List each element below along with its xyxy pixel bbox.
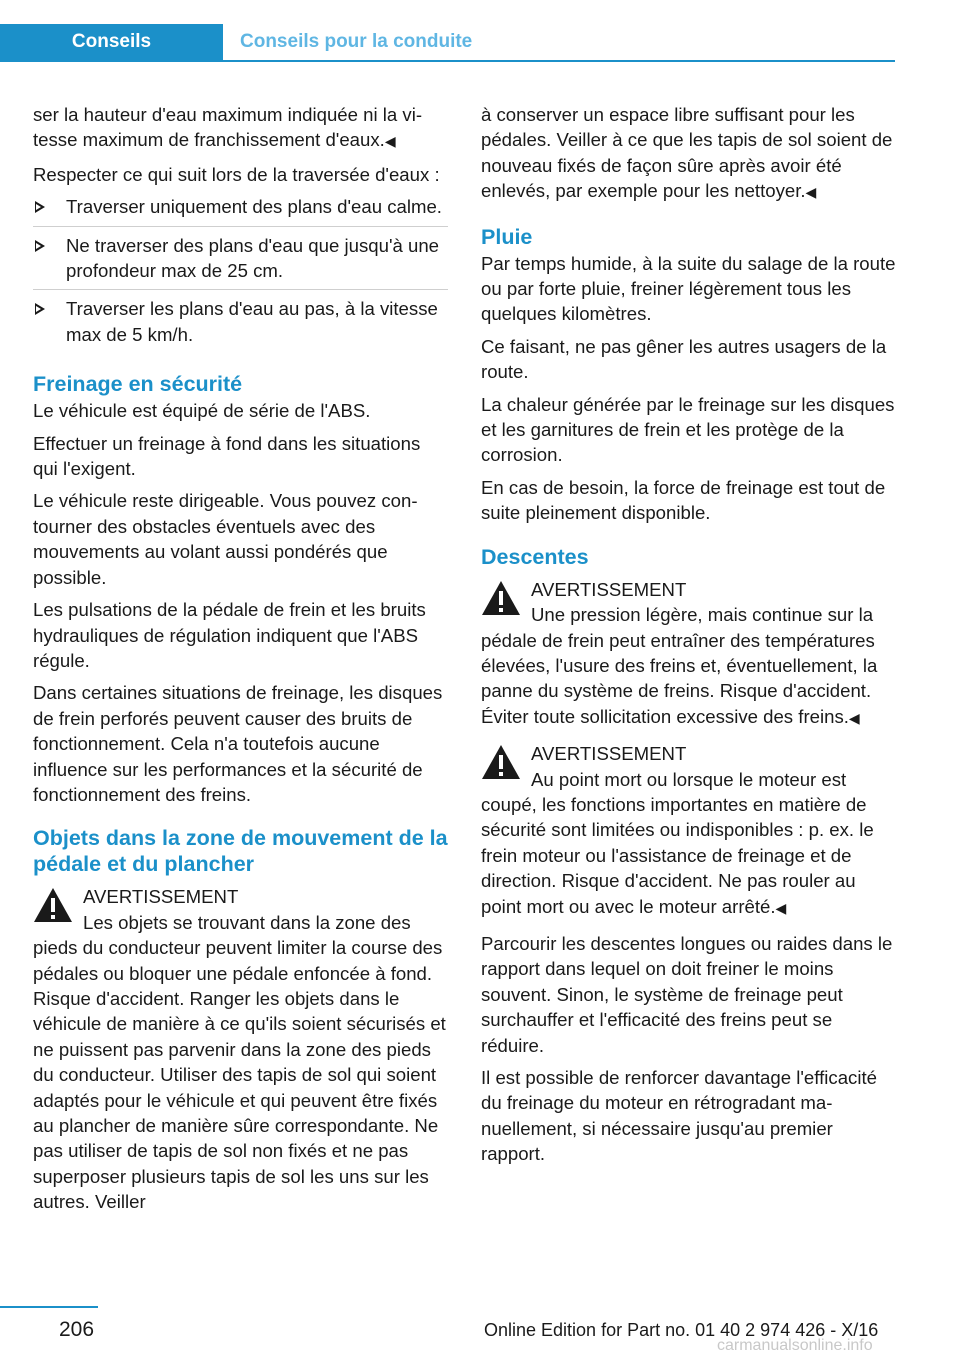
warning-text: Au point mort ou lorsque le moteur est coupé, les fonctions importantes en matière de sécurité sont limitées ou indisponibles : p. ex. le frein moteur ou l'assistance de freinage et de direction. Risque d'accident. Ne pas rouler au point mort ou avec le moteur arrêté. xyxy=(481,768,874,917)
triangle-bullet-icon xyxy=(35,201,45,213)
edition-info: Online Edition for Part no. 01 40 2 974 426 - X/16 xyxy=(484,1320,879,1340)
end-mark: ◀ xyxy=(775,899,787,916)
left-column xyxy=(33,102,448,1225)
tab-conseils[interactable]: Conseils xyxy=(0,24,223,60)
warning-title: AVERTISSEMENT xyxy=(83,886,239,908)
section-heading-descentes: Descentes xyxy=(481,544,589,569)
paragraph: à conserver un espace libre suffisant pour les pédales. Veiller à ce que les tapis de sol soient de nouveau fixés de façon sûre après avoir été enlevés, par exemple pour les nettoyer.◀ xyxy=(481,104,893,202)
triangle-bullet-icon xyxy=(35,240,45,252)
end-mark: ◀ xyxy=(848,709,860,726)
watermark: carmanualsonline.info xyxy=(717,1337,873,1354)
paragraph: En cas de besoin, la force de freinage est tout de suite pleinement disponible. xyxy=(481,476,886,524)
end-mark: ◀ xyxy=(805,184,817,201)
section-heading-pluie: Pluie xyxy=(481,224,533,249)
section-heading-freinage: Freinage en sécurité xyxy=(33,372,243,397)
right-column xyxy=(481,102,896,1174)
paragraph: Dans certaines situations de freinage, les disques de frein perforés peuvent causer des bruits de fonctionnement. Cela n'a toutefois aucune influence sur les performances et la sécurité de fonctionnement des freins. xyxy=(33,682,443,805)
paragraph: Le véhicule est équipé de série de l'ABS. xyxy=(33,400,371,422)
paragraph: La chaleur générée par le freinage sur les disques et les garnitures de frein et les protège de la corrosion. xyxy=(481,393,895,466)
list-item: Ne traverser des plans d'eau que jusqu'à une profondeur max de 25 cm. xyxy=(33,233,448,291)
warning-block xyxy=(481,741,896,921)
paragraph: Respecter ce qui suit lors de la traversée d'eaux : xyxy=(33,163,440,185)
list-item: Traverser les plans d'eau au pas, à la vitesse max de 5 km/h. xyxy=(33,296,448,353)
header-divider xyxy=(0,60,895,62)
page-number: 206 xyxy=(59,1318,95,1341)
warning-title: AVERTISSEMENT xyxy=(531,743,687,765)
warning-triangle-icon xyxy=(481,580,521,616)
paragraph: Il est possible de renforcer davantage l'efficacité du freinage du moteur en rétrogradant manuellement, si nécessaire jusqu'au premier rapport. xyxy=(481,1067,877,1165)
paragraph: ser la hauteur d'eau maximum indiquée ni la vitesse maximum de franchissement d'eaux.◀ xyxy=(33,104,423,151)
paragraph: Le véhicule reste dirigeable. Vous pouvez contourner des obstacles éventuels avec des mouvements au volant aussi pondérés que possible. xyxy=(33,490,418,588)
warning-triangle-icon xyxy=(33,887,73,923)
warning-title: AVERTISSEMENT xyxy=(531,578,687,600)
footer-divider xyxy=(0,1306,98,1308)
paragraph: Parcourir les descentes longues ou raides dans le rapport dans lequel on doit freiner le moins souvent. Sinon, le système de freinage peut surchauffer et l'efficacité des freins peut se réduire. xyxy=(481,932,893,1056)
warning-text: Une pression légère, mais continue sur la pédale de frein peut entraîner des températures élevées, l'usure des freins et, éventuellement, la panne du système de freins. Risque d'accident. Éviter toute sollicitation excessive des freins. xyxy=(481,604,878,727)
section-heading-objets: Objets dans la zone de mouvement de la pédale et du plancher xyxy=(33,826,448,877)
warning-block xyxy=(481,577,896,731)
end-mark: ◀ xyxy=(384,133,396,150)
warning-block xyxy=(33,884,448,1214)
paragraph: Ce faisant, ne pas gêner les autres usagers de la route. xyxy=(481,335,887,383)
paragraph: Les pulsations de la pédale de frein et les bruits hydrauliques de régulation indiquent que l'ABS régule. xyxy=(33,599,426,671)
paragraph: Par temps humide, à la suite du salage de la route ou par forte pluie, freiner légèrement tous les quelques kilomètres. xyxy=(481,252,896,325)
tab-conseils-conduite[interactable]: Conseils pour la conduite xyxy=(240,31,473,52)
page-header xyxy=(0,24,895,62)
list-item: Traverser uniquement des plans d'eau calme. xyxy=(33,194,448,226)
triangle-bullet-icon xyxy=(35,303,45,315)
paragraph: Effectuer un freinage à fond dans les situations qui l'exigent. xyxy=(33,432,421,480)
water-crossing-list xyxy=(33,194,448,353)
warning-text: Les objets se trouvant dans la zone des pieds du conducteur peuvent limiter la course des pédales ou bloquer une pédale enfoncée à fond. Risque d'accident. Ranger les objets dans le véhicule de manière à ce qu'ils soient sécurisés et ne puissent pas parvenir dans la zone des pieds du conducteur. Utiliser des tapis de sol qui soient adaptés pour le véhicule et qui peuvent être fixés au plancher de manière sûre correspondante. Ne pas utiliser de tapis de sol non fixés et ne pas superposer plusieurs tapis de sol les uns sur les autres. Veiller xyxy=(33,911,446,1213)
warning-triangle-icon xyxy=(481,744,521,780)
